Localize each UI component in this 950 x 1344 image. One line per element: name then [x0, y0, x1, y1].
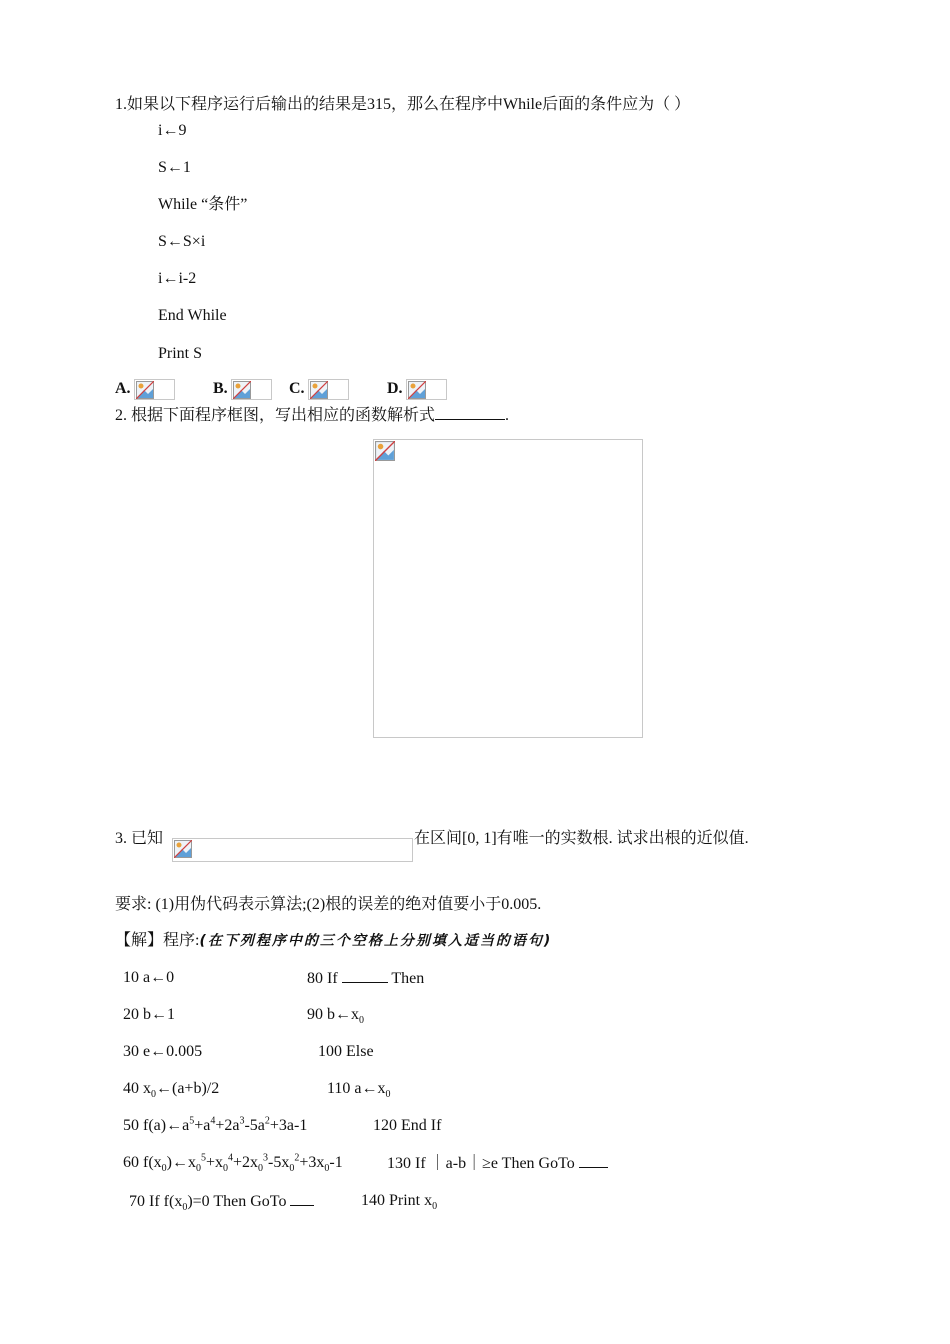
broken-image-icon — [136, 381, 154, 399]
question-2-text: 2. 根据下面程序框图，写出相应的函数解析式 — [115, 407, 436, 424]
line-50-text: +3a-1 — [269, 1117, 308, 1134]
question-3-suffix: 在区间[0, 1]有唯一的实数根. 试求出根的近似值. — [414, 830, 749, 847]
line-60-text: 60 f(x — [123, 1154, 162, 1171]
subscript: 0 — [195, 1163, 201, 1175]
superscript: 2 — [294, 1152, 300, 1164]
program-line-40 — [123, 1079, 219, 1099]
line-130-text: 130 If ｜a-b｜≥e Then GoTo — [387, 1155, 579, 1172]
superscript: 3 — [263, 1152, 269, 1164]
answer-blank[interactable] — [290, 1191, 314, 1206]
answer-blank[interactable] — [435, 405, 505, 420]
line-110-text: 110 a←x — [327, 1080, 386, 1097]
code-line-2: S←1 — [158, 159, 191, 176]
line-60-text: -1 — [329, 1154, 343, 1171]
line-50-text: 50 f(a)←a — [123, 1117, 190, 1134]
line-40-text: 40 x — [123, 1080, 151, 1097]
question-2-stem — [115, 405, 509, 426]
line-70-text: 70 If f(x — [129, 1193, 183, 1210]
line-140-text: 140 Print x — [361, 1192, 433, 1209]
subscript: 0 — [385, 1089, 391, 1101]
question-2-period: . — [505, 407, 510, 424]
option-b-label: B. — [213, 380, 228, 397]
code-line-7: Print S — [158, 345, 203, 362]
superscript: 5 — [200, 1152, 206, 1164]
option-c-label: C. — [289, 380, 305, 397]
subscript: 0 — [324, 1163, 330, 1175]
question-1-stem: 1.如果以下程序运行后输出的结果是315，那么在程序中While后面的条件应为（ ） — [115, 96, 691, 113]
program-line-10: 10 a←0 — [123, 969, 175, 986]
superscript: 5 — [189, 1115, 195, 1127]
program-line-60 — [123, 1153, 343, 1173]
question-3-prefix: 3. 已知 — [115, 830, 164, 847]
subscript: 0 — [258, 1163, 264, 1175]
program-line-30: 30 e←0.005 — [123, 1043, 203, 1060]
program-line-50 — [123, 1116, 307, 1136]
line-50-text: -5a — [244, 1117, 265, 1134]
solution-label: 【解】程序: — [115, 932, 200, 949]
solution-header — [115, 931, 552, 951]
program-line-120: 120 End If — [373, 1117, 442, 1134]
line-60-text: +x — [205, 1154, 224, 1171]
option-b-image[interactable] — [231, 379, 272, 400]
code-line-4: S←S×i — [158, 233, 206, 250]
line-40-text: ←(a+b)/2 — [156, 1080, 220, 1097]
superscript: 4 — [210, 1115, 216, 1127]
option-c-image[interactable] — [308, 379, 349, 400]
subscript: 0 — [151, 1089, 156, 1101]
subscript: 0 — [161, 1163, 167, 1175]
answer-blank[interactable] — [342, 968, 388, 983]
broken-image-icon — [375, 441, 395, 461]
superscript: 2 — [264, 1115, 270, 1127]
subscript: 0 — [432, 1201, 438, 1213]
program-line-110 — [327, 1079, 391, 1099]
broken-image-icon — [174, 840, 192, 858]
program-line-100: 100 Else — [318, 1043, 374, 1060]
line-60-text: +2x — [233, 1154, 259, 1171]
program-line-90 — [307, 1005, 364, 1025]
program-line-20: 20 b←1 — [123, 1006, 175, 1023]
line-60-text: +3x — [299, 1154, 325, 1171]
program-line-130 — [387, 1153, 608, 1174]
program-line-80 — [307, 968, 424, 989]
option-d-label: D. — [387, 380, 403, 397]
requirement-text: 要求: (1)用伪代码表示算法;(2)根的误差的绝对值要小于0.005. — [115, 896, 542, 913]
option-a-image[interactable] — [134, 379, 175, 400]
line-50-text: +2a — [215, 1117, 240, 1134]
subscript: 0 — [182, 1202, 188, 1214]
line-80-text: 80 If — [307, 970, 342, 987]
superscript: 4 — [228, 1152, 234, 1164]
code-line-3: While “条件” — [158, 196, 248, 213]
superscript: 3 — [239, 1115, 245, 1127]
subscript: 0 — [289, 1163, 295, 1175]
code-line-5: i←i-2 — [158, 270, 197, 287]
broken-image-icon — [408, 381, 426, 399]
flowchart-image — [373, 439, 643, 738]
solution-note: (在下列程序中的三个空格上分别填入适当的语句) — [199, 933, 553, 949]
code-line-1: i←9 — [158, 122, 187, 139]
code-line-6: End While — [158, 307, 227, 324]
program-line-140 — [361, 1191, 437, 1211]
program-line-70 — [129, 1191, 314, 1212]
line-70-text: )=0 Then GoTo — [187, 1193, 291, 1210]
subscript: 0 — [359, 1015, 364, 1027]
answer-blank[interactable] — [579, 1153, 608, 1168]
line-60-text: -5x — [268, 1154, 290, 1171]
line-90-text: 90 b←x — [307, 1006, 359, 1023]
broken-image-icon — [310, 381, 328, 399]
option-d-image[interactable] — [406, 379, 447, 400]
broken-image-icon — [233, 381, 251, 399]
line-80-text: Then — [387, 970, 425, 987]
line-60-text: )←x — [166, 1154, 196, 1171]
function-formula-image — [172, 838, 413, 862]
line-50-text: +a — [194, 1117, 211, 1134]
option-a-label: A. — [115, 380, 131, 397]
subscript: 0 — [223, 1163, 229, 1175]
